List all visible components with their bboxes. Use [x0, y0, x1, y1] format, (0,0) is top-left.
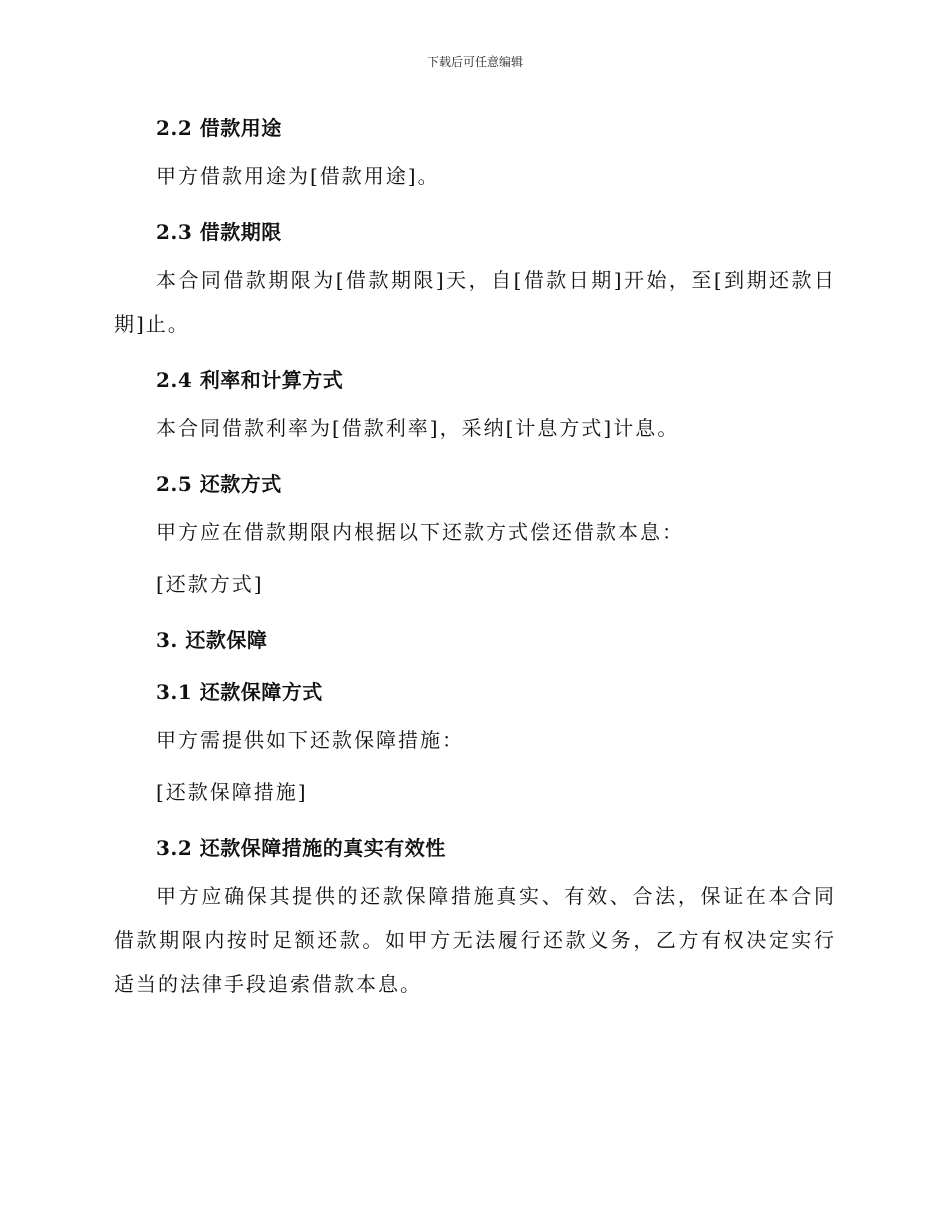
section-2-3-title: 2.3 借款期限: [156, 220, 282, 244]
section-2-5-title: 2.5 还款方式: [156, 472, 282, 496]
section-2-3-body: 本合同借款期限为[借款期限]天，自[借款日期]开始，至[到期还款日期]止。: [114, 268, 836, 336]
section-3-2-body: 甲方应确保其提供的还款保障措施真实、有效、合法，保证在本合同借款期限内按时足额还款。如甲方无法履行还款义务，乙方有权决定实行适当的法律手段追索借款本息。: [114, 884, 836, 996]
section-2-5-placeholder: [还款方式]: [156, 572, 264, 596]
section-3-2-title: 3.2 还款保障措施的真实有效性: [156, 836, 446, 860]
section-3-1-title: 3.1 还款保障方式: [156, 680, 323, 704]
section-3-1-placeholder: [还款保障措施]: [156, 780, 308, 804]
section-2-5-body: 甲方应在借款期限内根据以下还款方式偿还借款本息：: [156, 520, 684, 544]
document-body: [114, 110, 836, 1006]
section-2-4-title: 2.4 利率和计算方式: [156, 368, 344, 392]
section-3-1-body: 甲方需提供如下还款保障措施：: [156, 728, 464, 752]
page-header-note: 下载后可任意编辑: [426, 55, 523, 69]
section-2-2-body: 甲方借款用途为[借款用途]。: [156, 164, 440, 188]
section-2-4-body: 本合同借款利率为[借款利率]，采纳[计息方式]计息。: [156, 416, 680, 440]
section-2-2-title: 2.2 借款用途: [156, 116, 282, 140]
section-3-title: 3. 还款保障: [156, 628, 268, 652]
